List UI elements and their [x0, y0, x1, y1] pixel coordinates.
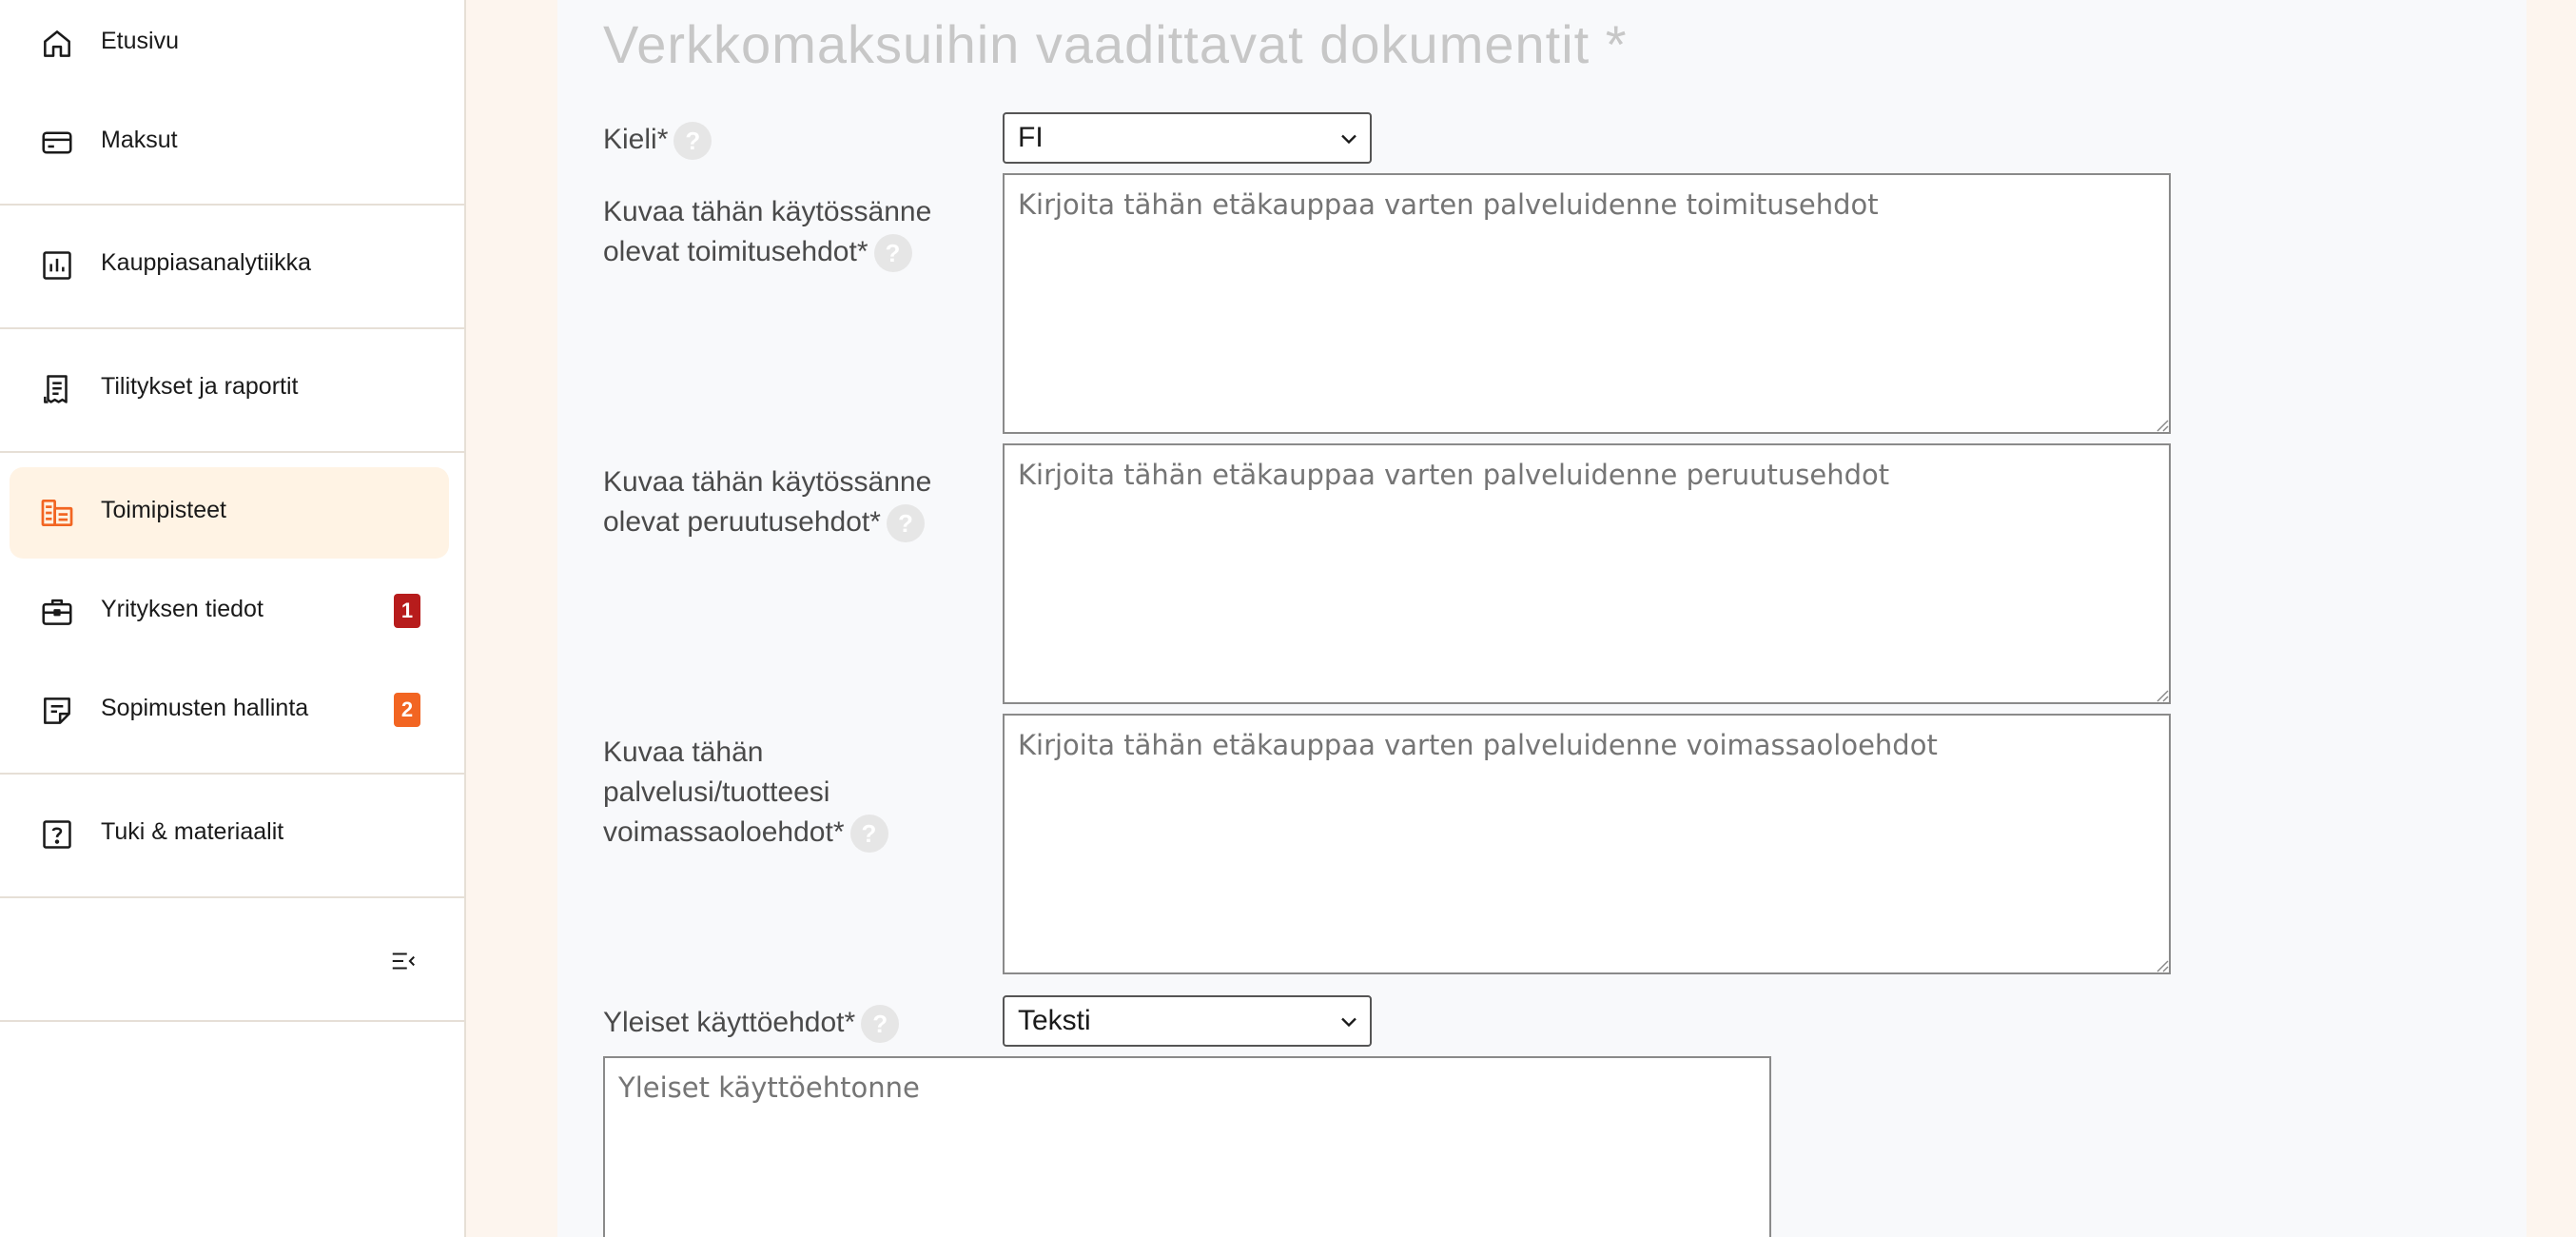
resize-handle-icon[interactable] — [2154, 417, 2169, 432]
sidebar-divider — [0, 327, 464, 329]
sidebar-item-label: Sopimusten hallinta — [101, 695, 309, 721]
language-label: Kieli* ? — [603, 120, 712, 160]
sidebar-divider — [0, 451, 464, 453]
resize-handle-icon[interactable] — [2154, 687, 2169, 702]
bar-chart-icon — [38, 246, 76, 285]
sidebar-item-tilitykset[interactable] — [10, 344, 449, 435]
sidebar-item-etusivu[interactable] — [10, 0, 449, 89]
sidebar-item-kauppiasanalytiikka[interactable] — [10, 220, 449, 311]
sidebar-item-tuki[interactable] — [10, 789, 449, 880]
resize-handle-icon[interactable] — [2154, 957, 2169, 972]
chevron-down-icon — [1336, 126, 1362, 152]
sidebar-item-label: Tuki & materiaalit — [101, 818, 284, 845]
language-select[interactable] — [1003, 112, 1372, 164]
sidebar-item-label: Kauppiasanalytiikka — [101, 249, 311, 276]
general-terms-input[interactable] — [603, 1056, 1771, 1237]
sidebar-item-sopimusten-hallinta[interactable] — [10, 665, 449, 756]
collapse-sidebar-button[interactable] — [386, 944, 420, 978]
notification-badge: 1 — [394, 594, 420, 628]
sidebar-divider — [0, 204, 464, 206]
general-terms-label: Yleiset käyttöehdot* ? — [603, 1003, 899, 1043]
sidebar-divider — [0, 896, 464, 898]
home-icon — [38, 25, 76, 63]
validity-terms-input[interactable] — [1003, 714, 2171, 974]
sidebar-item-label: Toimipisteet — [101, 497, 226, 523]
sidebar-item-label: Yrityksen tiedot — [101, 596, 263, 622]
general-terms-type-value: Teksti — [1018, 1005, 1091, 1036]
delivery-terms-label: Kuvaa tähän käytössänne olevat toimitusehdot* ? — [603, 192, 984, 272]
cancellation-terms-input[interactable] — [1003, 443, 2171, 704]
sidebar-item-label: Maksut — [101, 127, 178, 153]
sidebar-item-label: Etusivu — [101, 28, 179, 54]
help-icon[interactable]: ? — [850, 815, 888, 853]
contract-icon — [38, 692, 76, 730]
sidebar-item-maksut[interactable] — [10, 97, 449, 188]
collapse-menu-icon — [389, 947, 418, 975]
sidebar-item-label: Tilitykset ja raportit — [101, 373, 299, 400]
stores-icon — [38, 494, 76, 532]
help-square-icon — [38, 815, 76, 854]
sidebar-divider — [0, 1020, 464, 1022]
chevron-down-icon — [1336, 1009, 1362, 1035]
sidebar-divider — [0, 773, 464, 775]
sidebar — [0, 0, 466, 1237]
briefcase-icon — [38, 593, 76, 631]
delivery-terms-input[interactable] — [1003, 173, 2171, 434]
help-icon[interactable]: ? — [887, 504, 925, 542]
notification-badge: 2 — [394, 693, 420, 727]
section-title: Verkkomaksuihin vaadittavat dokumentit * — [603, 14, 1628, 74]
language-select-value: FI — [1018, 122, 1044, 153]
sidebar-item-toimipisteet[interactable] — [10, 467, 449, 559]
help-icon[interactable]: ? — [861, 1005, 899, 1043]
validity-terms-label: Kuvaa tähän palvelusi/tuotteesi voimassaoloehdot* ? — [603, 733, 984, 853]
sidebar-item-yrityksen-tiedot[interactable] — [10, 566, 449, 658]
help-icon[interactable]: ? — [874, 234, 912, 272]
receipt-icon — [38, 370, 76, 408]
cancellation-terms-label: Kuvaa tähän käytössänne olevat peruutusehdot* ? — [603, 462, 984, 542]
credit-card-icon — [38, 124, 76, 162]
help-icon[interactable]: ? — [673, 122, 712, 160]
general-terms-type-select[interactable] — [1003, 995, 1372, 1047]
